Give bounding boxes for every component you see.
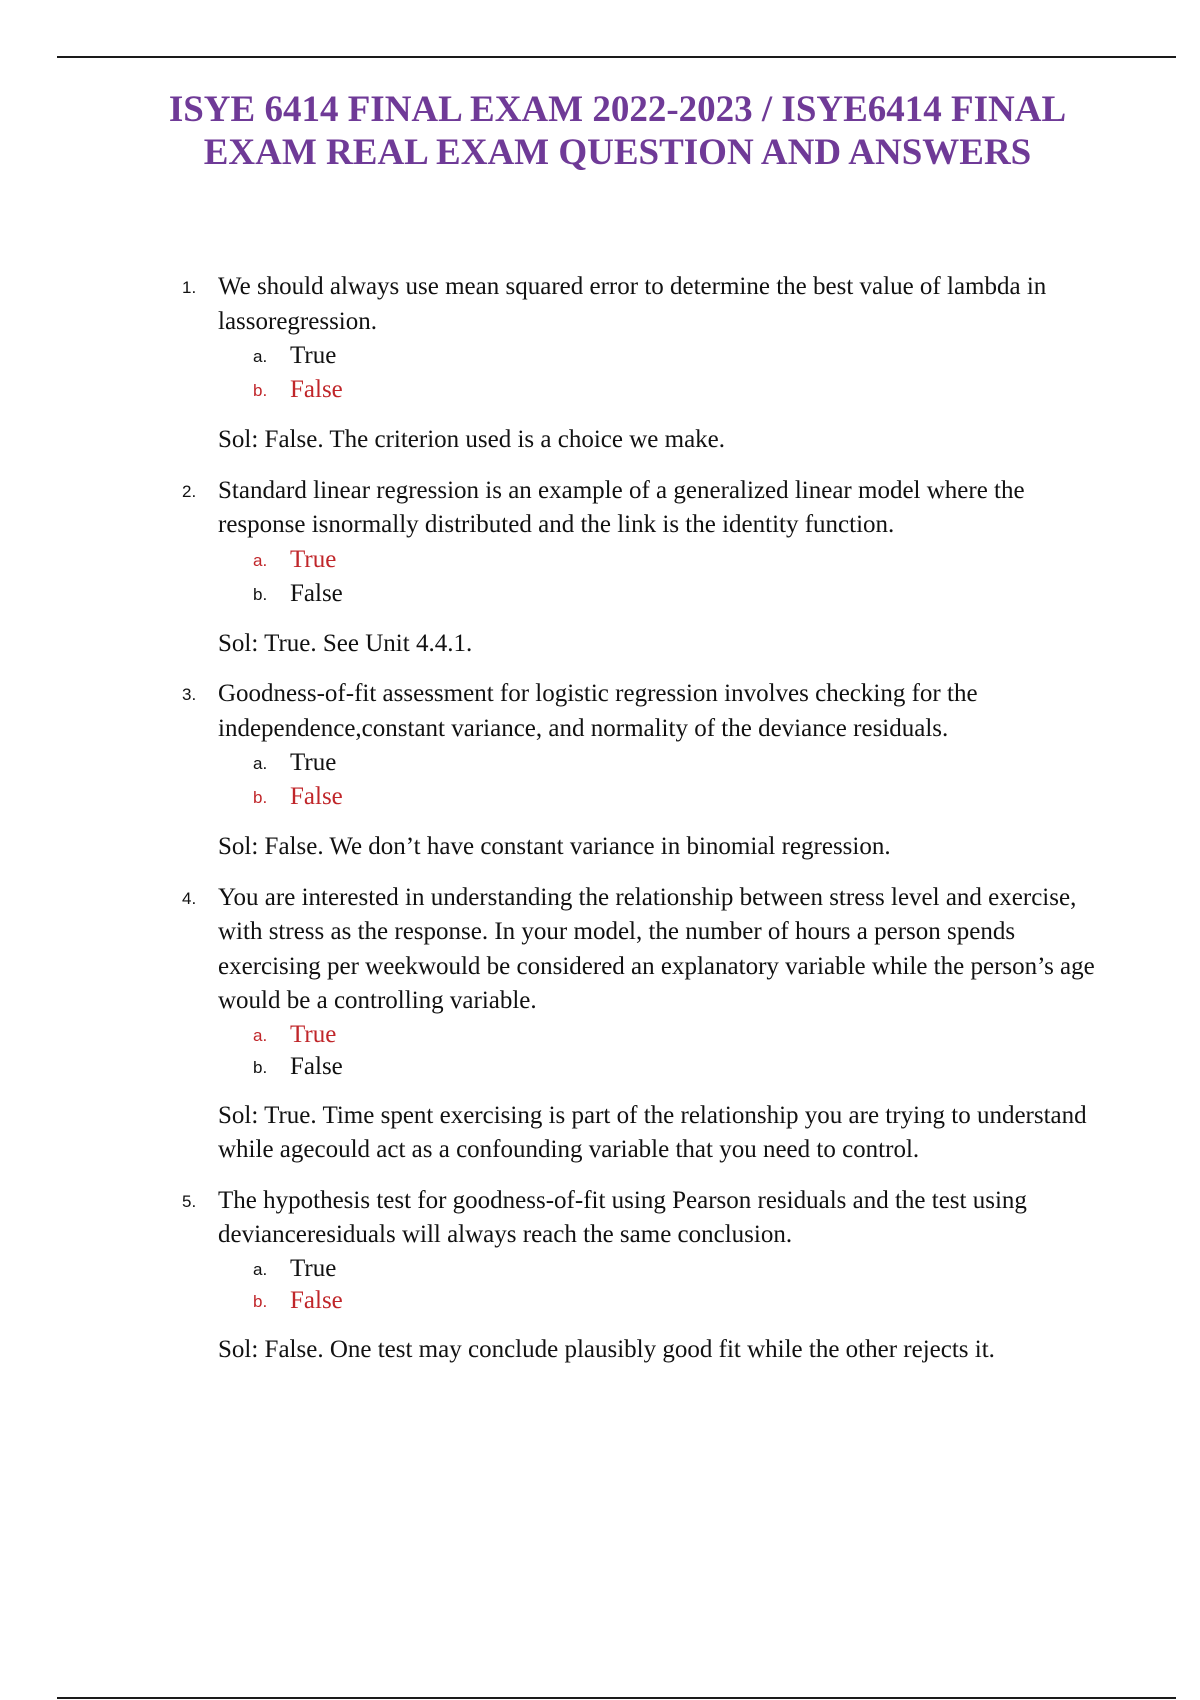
option-letter: a.: [253, 1259, 268, 1279]
top-rule: [57, 56, 1176, 58]
solution-text: Sol: False. We don’t have constant variance in binomial regression.: [218, 833, 891, 860]
question-list: [175, 270, 1095, 1367]
option-letter: a.: [253, 347, 268, 366]
answer-options: [218, 1253, 1095, 1317]
question-text: Goodness-of-fit assessment for logistic regression involves checking for the independence,constant variance, and normality of the deviance residuals.: [218, 680, 978, 742]
answer-options: [218, 339, 1095, 407]
option-letter: a.: [253, 550, 268, 570]
option-label: False: [290, 783, 343, 810]
option-label: False: [290, 579, 343, 607]
question-text: We should always use mean squared error to determine the best value of lambda in lassoregression.: [218, 273, 1047, 335]
option-label: False: [290, 1052, 343, 1080]
question-text: You are interested in understanding the relationship between stress level and exercise, with stress as the response. In your model, the number of hours a person spends exercising per weekwould be considered an explanatory variable while the person’s age would be a controlling variable.: [218, 883, 1095, 1014]
solution-text: Sol: True. Time spent exercising is part of the relationship you are trying to understand while agecould act as a confounding variable that you need to control.: [218, 1101, 1087, 1163]
option-label: True: [290, 1020, 337, 1048]
option-letter: b.: [253, 584, 268, 604]
option-letter: b.: [253, 788, 268, 807]
option-label: False: [290, 376, 343, 403]
answer-option-correct: [218, 1285, 1095, 1317]
option-label: True: [290, 545, 337, 573]
answer-option: [218, 1253, 1095, 1285]
answer-options: [218, 746, 1095, 814]
answer-option-correct: [218, 780, 1095, 814]
answer-option: [218, 577, 1095, 611]
option-letter: b.: [253, 381, 268, 400]
solution-text: Sol: True. See Unit 4.4.1.: [218, 629, 473, 657]
question-number: 5.: [182, 1191, 197, 1211]
answer-option-correct: [218, 543, 1095, 577]
question-item: [175, 1184, 1095, 1368]
option-letter: a.: [253, 1025, 268, 1045]
option-label: True: [290, 1254, 337, 1282]
answer-options: [218, 543, 1095, 611]
solution-text: Sol: False. The criterion used is a choice we make.: [218, 426, 726, 453]
page-title: [100, 88, 1135, 174]
option-letter: b.: [253, 1291, 268, 1311]
answer-option-correct: [218, 373, 1095, 407]
question-item: [175, 677, 1095, 865]
question-item: [175, 474, 1095, 662]
answer-option: [218, 746, 1095, 780]
answer-option: [218, 339, 1095, 373]
question-number: 4.: [182, 888, 197, 908]
question-number: 1.: [182, 278, 197, 297]
question-number: 2.: [182, 481, 197, 501]
answer-option-correct: [218, 1019, 1095, 1051]
title-line-2: EXAM REAL EXAM QUESTION AND ANSWERS: [203, 132, 1032, 173]
question-text: The hypothesis test for goodness-of-fit using Pearson residuals and the test using devianceresiduals will always reach the same conclusion.: [218, 1186, 1027, 1248]
option-letter: a.: [253, 754, 268, 773]
answer-option: [218, 1051, 1095, 1083]
option-label: True: [290, 749, 337, 776]
question-number: 3.: [182, 685, 197, 704]
question-item: [175, 881, 1095, 1168]
bottom-rule: [57, 1697, 1176, 1699]
solution-text: Sol: False. One test may conclude plausibly good fit while the other rejects it.: [218, 1335, 995, 1363]
option-letter: b.: [253, 1057, 268, 1077]
question-item: [175, 270, 1095, 458]
option-label: True: [290, 342, 337, 369]
title-line-1: ISYE 6414 FINAL EXAM 2022-2023 / ISYE6414 FINAL: [168, 89, 1067, 130]
answer-options: [218, 1019, 1095, 1083]
question-text: Standard linear regression is an example of a generalized linear model where the response isnormally distributed and the link is the identity function.: [218, 476, 1025, 538]
option-label: False: [290, 1286, 343, 1314]
